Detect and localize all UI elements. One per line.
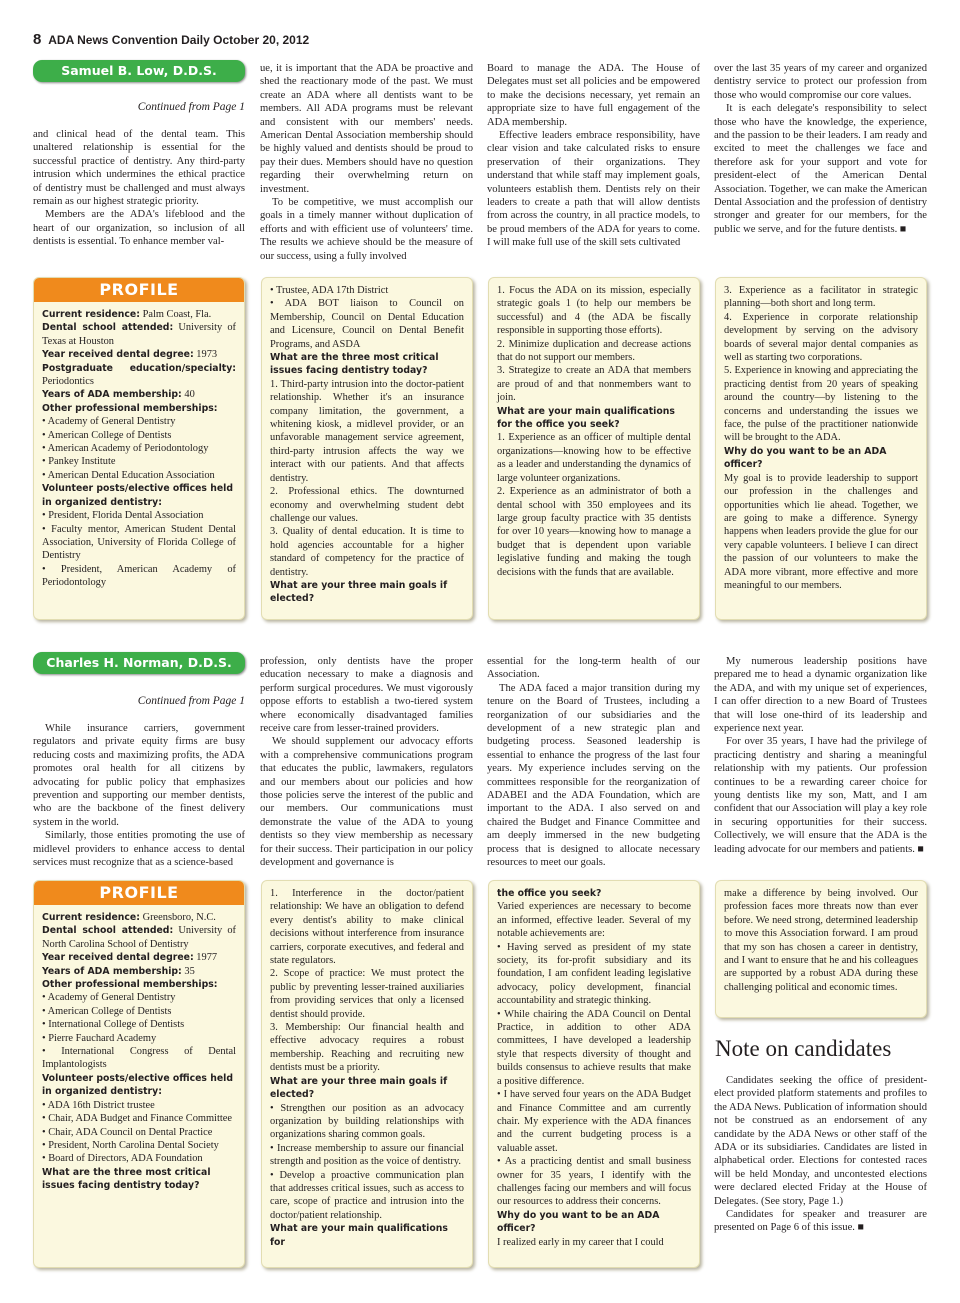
page-folio	[33, 31, 309, 48]
list-item: • American Academy of Periodontology	[42, 443, 209, 455]
paragraph: Similarly, those entities promoting the use of midlevel providers to enhance access to dental services must recognize that as a science-based	[33, 830, 245, 869]
page-number: 8	[33, 31, 42, 48]
answer: 3. Experience as a facilitator in strategic planning—both short and long term.	[724, 285, 918, 310]
article-column	[33, 722, 245, 872]
folio-text: ADA News Convention Daily October 20, 2012	[48, 33, 310, 47]
list-item: • Pierre Fauchard Academy	[42, 1032, 157, 1044]
list-item: • ADA BOT liaison to Council on Membership, Council on Dental Education and Licensure, Council on Dental Benefit Programs, and ASDA	[270, 298, 464, 350]
field-value: University of Texas at Houston	[42, 322, 236, 347]
list-item: • President, Florida Dental Association	[42, 510, 204, 522]
article-column	[714, 62, 927, 264]
field-label: Current residence:	[42, 912, 140, 923]
article-column	[33, 128, 245, 264]
paragraph: over the last 35 years of my career and organized dentistry service to protect our profession from those who would compromise our core values.	[714, 63, 927, 101]
field-value: 40	[184, 389, 195, 401]
answer: 2. Scope of practice: We must protect the public by preventing lesser-trained auxiliaries from providing services that only a licensed dentist should provide.	[270, 968, 464, 1020]
field-label: Volunteer posts/elective offices held in organized dentistry:	[42, 1072, 233, 1098]
paragraph: My numerous leadership positions have prepared me to head a dynamic organization like the ADA, and with my unique set of experiences, I can offer direction to a new Board of Trustees that will lose one-third of its leadership and experience next year.	[714, 656, 927, 735]
qa-box	[261, 277, 473, 620]
continued-note: Continued from Page 1	[137, 101, 245, 113]
answer: • Having served as president of my state society, its for-profit subsidiary and its foundation, I am confident leading legislative advocacy, policy development, financial accountability and strategic thinking.	[497, 941, 691, 1007]
list-item: • President, North Carolina Dental Society	[42, 1139, 219, 1151]
answer: • Strengthen our position as an advocacy organization by building relationships with organizations sharing common goals.	[270, 1102, 464, 1141]
field-label: Dental school attended:	[42, 322, 174, 334]
paragraph: Candidates for speaker and treasurer are presented on Page 6 of this issue. ■	[714, 1209, 927, 1234]
answer: 2. Professional ethics. The downturned economy and overwhelming student debt challenge our values.	[270, 486, 464, 524]
answer: 2. Experience as an administrator of both a dental school with 350 employees and its large group faculty practice with 35 dentists for over 10 years—knowing how to manage a budget that is dependent upon variable legislative funding and making the tough decisions with the funds that are available.	[497, 486, 691, 578]
list-item: • Chair, ADA Budget and Finance Committee	[42, 1113, 232, 1125]
question: Why do you want to be an ADA officer?	[497, 1209, 660, 1235]
field-label: Current residence:	[42, 309, 140, 320]
candidate-name-bar: Charles H. Norman, D.D.S.	[33, 652, 245, 674]
profile-box	[33, 277, 245, 620]
paragraph: and clinical head of the dental team. This unaltered relationship is essential for the successful practice of dentistry. Any third-party intrusion which undermines the ethical practice of dentistry must be challenged and must always remain as our highest strategic priority.	[33, 129, 245, 208]
field-value: Greensboro, N.C.	[142, 912, 216, 923]
question: What are your three main goals if elected?	[270, 579, 448, 605]
list-item: • Chair, ADA Council on Dental Practice	[42, 1126, 213, 1138]
field-label: Volunteer posts/elective offices held in organized dentistry:	[42, 483, 233, 508]
field-value: University of North Carolina School of Dentistry	[42, 925, 236, 950]
qa-box	[488, 277, 700, 620]
profile-box	[33, 880, 245, 1268]
paragraph: essential for the long-term health of our Association.	[487, 656, 700, 681]
answer: make a difference by being involved. Our profession faces more threats now than ever before. We need strong, determined leadership to move this Association forward. I am proud that my son has chosen a career in dentistry, and I want to ensure that he and his colleagues are supported by a robust ADA during these challenging political and economic times.	[724, 888, 918, 993]
list-item: • American College of Dentists	[42, 1005, 172, 1017]
answer: 1. Interference in the doctor/patient relationship: We have an obligation to defend every dentist's ability to make clinical decisions without interference from insurance carriers, corporate executives, and federal and state regulators.	[270, 888, 464, 967]
answer: 3. Strategize to create an ADA that members are proud of and that nonmembers want to join.	[497, 365, 691, 404]
field-value: Periodontics	[42, 376, 94, 388]
question: What are the three most critical issues facing dentistry today?	[270, 352, 439, 377]
answer: 4. Experience in corporate relationship development by serving on the advisory boards of several major dental companies as well as starting two corporations.	[724, 311, 918, 364]
field-value: Palm Coast, Fla.	[142, 309, 212, 320]
answer: 3. Quality of dental education. It is time to hold agencies accountable for a higher standard of competency for the practice of dentistry.	[270, 526, 464, 578]
paragraph: Members are the ADA's lifeblood and the heart of our organization, so inclusion of all dentists is essential. To enhance member val-	[33, 209, 245, 248]
field-label: Dental school attended:	[42, 925, 174, 937]
question: What are your main qualifications for	[270, 1223, 448, 1248]
list-item: • International Congress of Dental Implantologists	[42, 1046, 236, 1071]
paragraph: Effective leaders embrace responsibility, have clear vision and take calculated risks to ensure preservation of their organizations. They understand that while staff may implement goals, volunteers establish them. Dentists rely on their leaders to create a path that will allow dentists from across the country, in all practice models, to be proud members of the ADA for years to come. I will make full use of the skill sets cultivated	[487, 130, 700, 249]
field-label: Year received dental degree:	[42, 952, 194, 964]
candidate-name-bar: Samuel B. Low, D.D.S.	[33, 60, 245, 82]
field-value: 1973	[196, 349, 218, 361]
list-item: • American College of Dentists	[42, 429, 172, 441]
list-item: • Academy of General Dentistry	[42, 416, 176, 428]
answer: My goal is to provide leadership to support our profession in the challenges and opportunities which lie ahead. Together, we are going to make a difference. Synergy happens when leaders provide the glue for our very capable volunteers. I believe I can direct the passion of our volunteers to make the ADA more vibrant, more effective and more meaningful to our members.	[724, 472, 918, 591]
list-item: • American Dental Education Association	[42, 469, 215, 481]
question: Why do you want to be an ADA officer?	[724, 445, 887, 471]
qa-box	[261, 880, 473, 1268]
field-label: Year received dental degree:	[42, 349, 194, 361]
list-item: • Pankey Institute	[42, 456, 116, 468]
answer: Varied experiences are necessary to become an informed, effective leader. Several of my notable achievements are:	[497, 901, 691, 940]
article-column	[487, 62, 700, 264]
qa-box	[715, 880, 927, 1018]
answer: • I have served four years on the ADA Budget and Finance Committee and am currently chair. My experience with the ADA finances and the current budgeting process is a valuable asset.	[497, 1089, 691, 1154]
list-item: • Board of Directors, ADA Foundation	[42, 1153, 203, 1165]
paragraph: Board to manage the ADA. The House of Delegates must set all policies and be empowered to make the decisions necessary, yet remain an appropriate size to have full engagement of the ADA membership.	[487, 63, 700, 128]
qa-box	[488, 880, 700, 1268]
list-item: • President, American Academy of Periodontology	[42, 563, 236, 589]
question: What are your main qualifications for the office you seek?	[497, 405, 675, 431]
answer: • While chairing the ADA Council on Dental Practice, in addition to other ADA committees, I have developed a leadership style that respects diversity of thought and builds consensus to achieve results that make a positive difference.	[497, 1008, 691, 1087]
note-column	[714, 1074, 927, 1270]
paragraph: ue, it is important that the ADA be proactive and shed the reactionary mode of the past. We must create an ADA where all dentists want to be members. All ADA programs must be relevant and consistent with our members' needs. American Dental Association membership should be highly valued and dentists should be proud to pay their dues. Members should have no question regarding their overwhelming return on investment.	[260, 63, 473, 195]
answer: 1. Focus the ADA on its mission, especially strategic goals 1 (to help our members be successful) and 4 (the ADA be fiscally responsible in supporting those efforts).	[497, 285, 691, 337]
article-column	[487, 655, 700, 871]
paragraph: To be competitive, we must accomplish our goals in a timely manner without duplication of efforts and with efficient use of volunteers' time. The results we achieve should be the measure of our success, using a fully involved	[260, 197, 473, 262]
question: What are your three main goals if elected?	[270, 1075, 448, 1101]
answer: • Develop a proactive communication plan that addresses critical issues, such as access to care, scope of practice and intrusion into the doctor/patient relationship.	[270, 1169, 464, 1221]
answer: I realized early in my career that I could	[497, 1236, 664, 1248]
continued-note: Continued from Page 1	[137, 695, 245, 707]
answer: 1. Experience as an officer of multiple dental organizations—knowing how to be effective as a leader and understanding the dynamics of large volunteer organizations.	[497, 432, 691, 484]
field-label: Years of ADA membership:	[42, 389, 182, 401]
article-column	[260, 62, 473, 264]
profile-heading: PROFILE	[34, 881, 244, 905]
article-column	[714, 655, 927, 871]
paragraph: While insurance carriers, government regulators and private equity firms are busy reducing costs and maximizing profits, the ADA promotes oral health for all citizens by advocating for public policy that emphasizes prevention and supporting our member dentists, who are the backbone of the finest delivery system in the world.	[33, 723, 245, 828]
list-item: • Faculty mentor, American Student Dental Association, University of Florida College of Dentistry	[42, 523, 236, 562]
field-label: Years of ADA membership:	[42, 965, 182, 977]
question: What are the three most critical issues facing dentistry today?	[42, 1166, 211, 1192]
field-label: Other professional memberships:	[42, 979, 218, 991]
answer: • As a practicing dentist and small business owner for 35 years, I identify with the challenges facing our members and will focus our resources to address their concerns.	[497, 1156, 691, 1208]
article-column	[260, 655, 473, 871]
paragraph: We should supplement our advocacy efforts with a comprehensive communications program that educates the public, lawmakers, regulators and our members about our policies and how those policies serve the interest of the public and our members. Our communications must demonstrate the value of the ADA to young dentists so they view membership as necessary for their success. Their participation in our policy development and governance is	[260, 736, 473, 869]
answer: 5. Experience in knowing and appreciating the practicing dentist from 20 years of speaking around the country—by listening to the concerns and understanding the issues we face, the pulse of the practitioner nationwide will be brought to the ADA.	[724, 365, 918, 444]
answer: 1. Third-party intrusion into the doctor-patient relationship. Whether it's an insurance company limitation, the government, a whitening kiosk, a midlevel provider, or an unfavorable management service agreement, third-party intrusion affects the way we interact with our patients. And that affects dentistry.	[270, 378, 464, 484]
profile-heading: PROFILE	[34, 278, 244, 302]
list-item: • International College of Dentists	[42, 1019, 185, 1031]
note-heading: Note on candidates	[715, 1036, 892, 1061]
list-item: • Academy of General Dentistry	[42, 992, 176, 1004]
paragraph: It is each delegate's responsibility to select those who have the knowledge, the experience, and the passion to be their leaders. I am ready and excited to meet the challenges we face and therefore ask for your support and vote for president-elect of the American Dental Association. Together, we can make the American Dental Association and the profession of dentistry stronger and greater for our members, for the public we serve, and for the future dentists. ■	[714, 103, 927, 235]
question: the office you seek?	[497, 888, 602, 899]
paragraph: The ADA faced a major transition during my tenure on the Board of Trustees, including a reorganization of our subsidiaries and the development of a new strategic plan and budgeting process. Seasoned leadership is essential to enhance the progress of the last four years. My experience includes serving on the committees responsible for the reorganization of ADABEI and the ADA Foundation, which are important to the ADA. I also served on and chaired the Budget and Finance Committee and am deeply immersed in the new budgeting process that is designed to allocate necessary resources to meet our goals.	[487, 682, 700, 869]
answer: 3. Membership: Our financial health and effective advocacy requires a robust membership. Reaching and recruiting new dentists must be a priority.	[270, 1022, 464, 1074]
field-value: 35	[184, 965, 195, 977]
field-label: Other professional memberships:	[42, 402, 218, 414]
qa-box	[715, 277, 927, 620]
answer: 2. Minimize duplication and decrease actions that do not support our members.	[497, 338, 691, 364]
paragraph: For over 35 years, I have had the privilege of practicing dentistry and sharing a meaningful relationship with my patients. Our profession continues to be a rewarding career choice for young dentists like my son, Matt, and I am confident that our Association will play a key role in securing opportunities for their success. Collectively, we will ensure that the ADA is the leading advocate for our members and patients. ■	[714, 736, 927, 855]
list-item: • Trustee, ADA 17th District	[270, 285, 389, 296]
paragraph: Candidates seeking the office of president-elect provided platform statements and profiles to the ADA News. Publication of information should not be construed as an endorsement of any candidate by the ADA News or other staff of the ADA or its subsidiaries. Candidates are listed in alphabetical order. Elections for contested races will be held Monday, and uncontested elections were declared elected Friday at the House of Delegates. (See story, Page 1.)	[714, 1075, 927, 1207]
field-value: 1977	[196, 952, 218, 964]
field-label: Postgraduate education/specialty:	[42, 362, 236, 374]
answer: • Increase membership to assure our financial strength and position as the voice of dentistry.	[270, 1142, 464, 1168]
paragraph: profession, only dentists have the proper education necessary to make a diagnosis and perform surgical procedures. We must vigorously oppose efforts to establish a two-tiered system where economically disadvantaged families receive care from lesser-trained providers.	[260, 656, 473, 735]
list-item: • ADA 16th District trustee	[42, 1099, 155, 1111]
